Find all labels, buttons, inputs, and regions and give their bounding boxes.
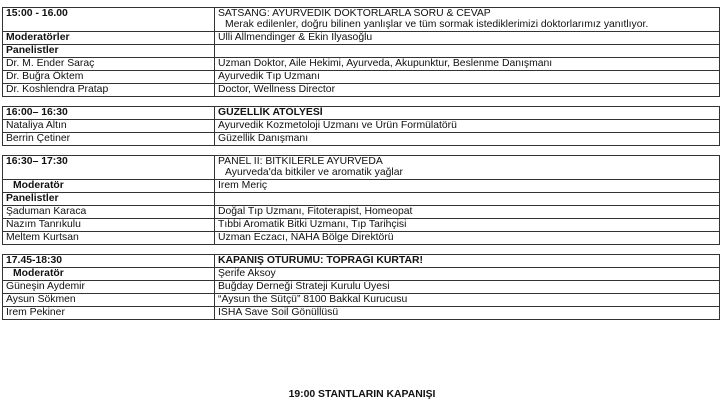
panelists-header-row bbox=[3, 44, 720, 57]
speaker-role: Ayurvedik Tıp Uzmanı bbox=[215, 70, 720, 83]
session-time: 16:30– 17:30 bbox=[3, 155, 215, 179]
speaker-name: Dr. M. Ender Saraç bbox=[3, 57, 215, 70]
speaker-row bbox=[3, 231, 720, 244]
speaker-role: Güzellik Danışmanı bbox=[215, 132, 720, 145]
panelists-label: Panelistler bbox=[3, 44, 215, 57]
session-header-row bbox=[3, 106, 720, 119]
speaker-row bbox=[3, 280, 720, 293]
session-cell bbox=[215, 8, 720, 32]
empty-cell bbox=[215, 44, 720, 57]
speaker-role: Tıbbi Aromatik Bitki Uzmanı, Tıp Tarihçisi bbox=[215, 218, 720, 231]
speaker-name: Nazım Tanrıkulu bbox=[3, 218, 215, 231]
moderator-label: Moderatörler bbox=[3, 31, 215, 44]
speaker-row bbox=[3, 132, 720, 145]
spacer-row bbox=[3, 96, 720, 106]
speaker-role: ISHA Save Soil Gönüllüsü bbox=[215, 306, 720, 319]
session-description: Merak edilenler, doğru bilinen yanlışlar ve tüm sormak istediklerimizi doktorlarımız yanıtlıyor. bbox=[225, 19, 649, 31]
speaker-row bbox=[3, 83, 720, 96]
schedule-table bbox=[2, 7, 720, 320]
session-header-row bbox=[3, 155, 720, 179]
speaker-row bbox=[3, 293, 720, 306]
session-header-row bbox=[3, 254, 720, 267]
spacer-row bbox=[3, 244, 720, 254]
speaker-name: Meltem Kurtsan bbox=[3, 231, 215, 244]
moderator-row bbox=[3, 267, 720, 280]
spacer-row bbox=[3, 145, 720, 155]
session-cell bbox=[215, 155, 720, 179]
speaker-row bbox=[3, 119, 720, 132]
speaker-name: İrem Pekiner bbox=[3, 306, 215, 319]
moderator-name: İrem Meriç bbox=[215, 179, 720, 192]
speaker-role: Uzman Eczacı, NAHA Bölge Direktörü bbox=[215, 231, 720, 244]
speaker-role: “Aysun the Sütçü” 8100 Bakkal Kurucusu bbox=[215, 293, 720, 306]
speaker-name: Dr. Koshlendra Pratap bbox=[3, 83, 215, 96]
moderator-name: Şerife Aksoy bbox=[215, 267, 720, 280]
speaker-row bbox=[3, 57, 720, 70]
speaker-name: Şaduman Karaca bbox=[3, 205, 215, 218]
moderator-row bbox=[3, 31, 720, 44]
speaker-role: Buğday Derneği Strateji Kurulu Üyesi bbox=[215, 280, 720, 293]
session-title: GÜZELLİK ATÖLYESİ bbox=[215, 106, 720, 119]
moderator-name: Ulli Allmendinger & Ekin İlyasoğlu bbox=[215, 31, 720, 44]
session-header-row bbox=[3, 8, 720, 32]
speaker-name: Güneşin Aydemir bbox=[3, 280, 215, 293]
speaker-row bbox=[3, 205, 720, 218]
speaker-name: Aysun Sökmen bbox=[3, 293, 215, 306]
speaker-row bbox=[3, 70, 720, 83]
speaker-name: Berrin Çetiner bbox=[3, 132, 215, 145]
session-title: SATSANG: AYURVEDİK DOKTORLARLA SORU & CEVAP bbox=[218, 8, 491, 19]
session-title: PANEL II: BİTKİLERLE AYURVEDA bbox=[218, 155, 383, 167]
session-time: 15:00 - 16.00 bbox=[3, 8, 215, 32]
session-time: 17.45-18:30 bbox=[3, 254, 215, 267]
session-description: Ayurveda'da bitkiler ve aromatik yağlar bbox=[225, 167, 403, 179]
speaker-role: Doctor, Wellness Director bbox=[215, 83, 720, 96]
speaker-role: Ayurvedik Kozmetoloji Uzmanı ve Ürün Formülatörü bbox=[215, 119, 720, 132]
empty-cell bbox=[215, 192, 720, 205]
moderator-row bbox=[3, 179, 720, 192]
speaker-role: Doğal Tıp Uzmanı, Fitoterapist, Homeopat bbox=[215, 205, 720, 218]
session-title: KAPANIŞ OTURUMU: TOPRAĞI KURTAR! bbox=[215, 254, 720, 267]
speaker-role: Uzman Doktor, Aile Hekimi, Ayurveda, Akupunktur, Beslenme Danışmanı bbox=[215, 57, 720, 70]
speaker-row bbox=[3, 306, 720, 319]
speaker-name: Nataliya Altın bbox=[3, 119, 215, 132]
closing-note: 19:00 STANTLARIN KAPANIŞI bbox=[288, 389, 436, 400]
panelists-header-row bbox=[3, 192, 720, 205]
moderator-label: Moderatör bbox=[3, 267, 215, 280]
session-time: 16:00– 16:30 bbox=[3, 106, 215, 119]
speaker-name: Dr. Buğra Öktem bbox=[3, 70, 215, 83]
speaker-row bbox=[3, 218, 720, 231]
moderator-label: Moderatör bbox=[3, 179, 215, 192]
panelists-label: Panelistler bbox=[3, 192, 215, 205]
